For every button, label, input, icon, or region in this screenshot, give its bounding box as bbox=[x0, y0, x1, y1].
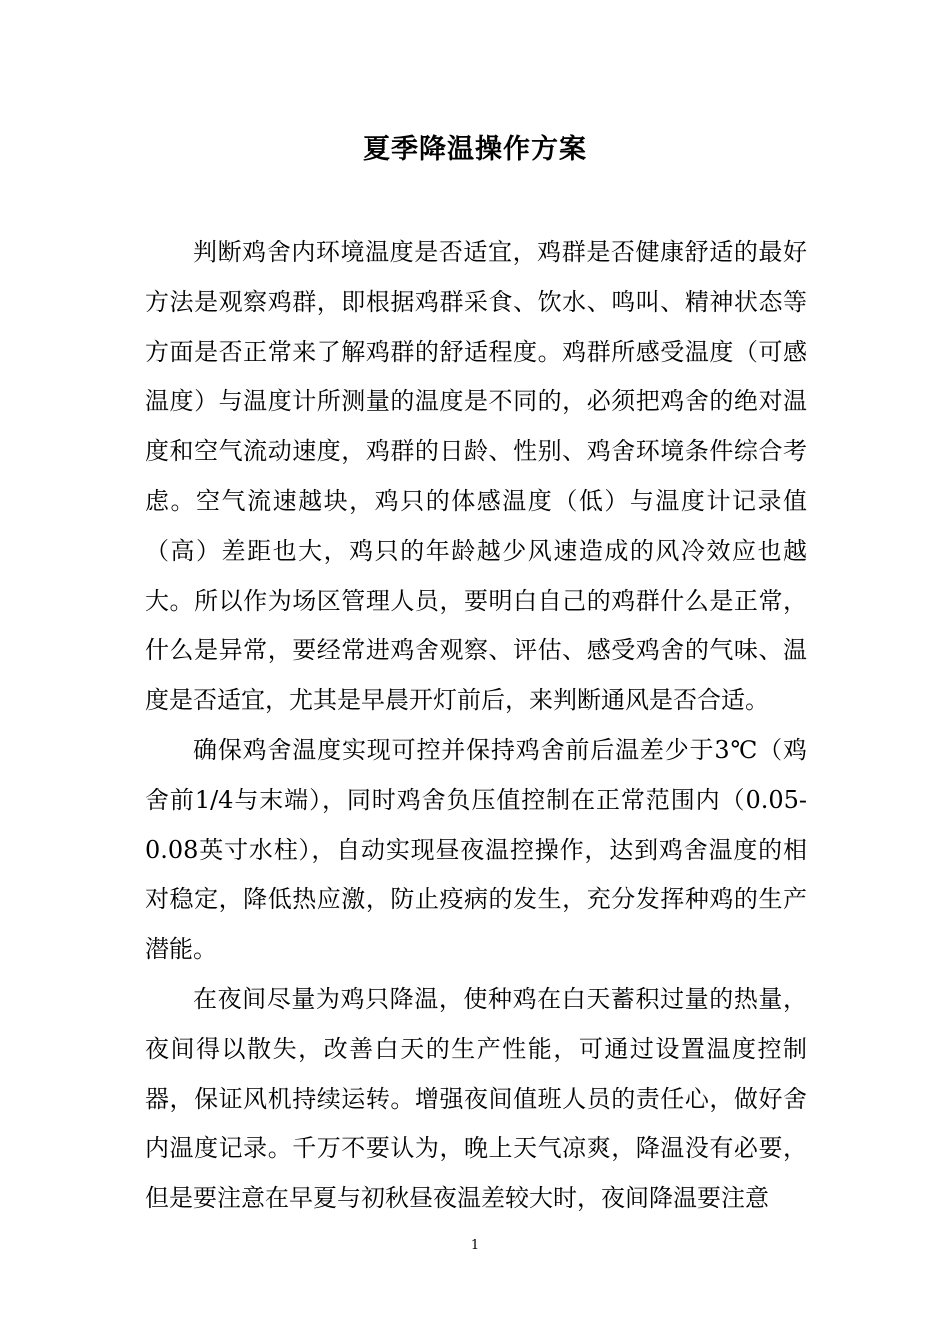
paragraph-2: 确保鸡舍温度实现可控并保持鸡舍前后温差少于3℃（鸡舍前1/4与末端），同时鸡舍负压值控制在正常范围内（0.05-0.08英寸水柱），自动实现昼夜温控操作，达到鸡舍温度的相对稳定，降低热应激，防止疫病的发生，充分发挥种鸡的生产潜能。 bbox=[145, 735, 807, 964]
paragraph-1: 判断鸡舍内环境温度是否适宜，鸡群是否健康舒适的最好方法是观察鸡群，即根据鸡群采食、饮水、鸣叫、精神状态等方面是否正常来了解鸡群的舒适程度。鸡群所感受温度（可感温度）与温度计所测量的温度是不同的，必须把鸡舍的绝对温度和空气流动速度，鸡群的日龄、性别、鸡舍环境条件综合考虑。空气流速越块，鸡只的体感温度（低）与温度计记录值（高）差距也大，鸡只的年龄越少风速造成的风冷效应也越大。所以作为场区管理人员，要明白自己的鸡群什么是正常，什么是异常，要经常进鸡舍观察、评估、感受鸡舍的气味、温度是否适宜，尤其是早晨开灯前后，来判断通风是否合适。 bbox=[145, 238, 807, 715]
paragraph-3: 在夜间尽量为鸡只降温，使种鸡在白天蓄积过量的热量，夜间得以散失，改善白天的生产性能，可通过设置温度控制器，保证风机持续运转。增强夜间值班人员的责任心，做好舍内温度记录。千万不要认为，晚上天气凉爽，降温没有必要，但是要注意在早夏与初秋昼夜温差较大时，夜间降温要注意 bbox=[145, 984, 807, 1213]
document-body bbox=[145, 228, 807, 1224]
document-title: 夏季降温操作方案 bbox=[363, 134, 587, 165]
page-number: 1 bbox=[470, 1238, 480, 1253]
